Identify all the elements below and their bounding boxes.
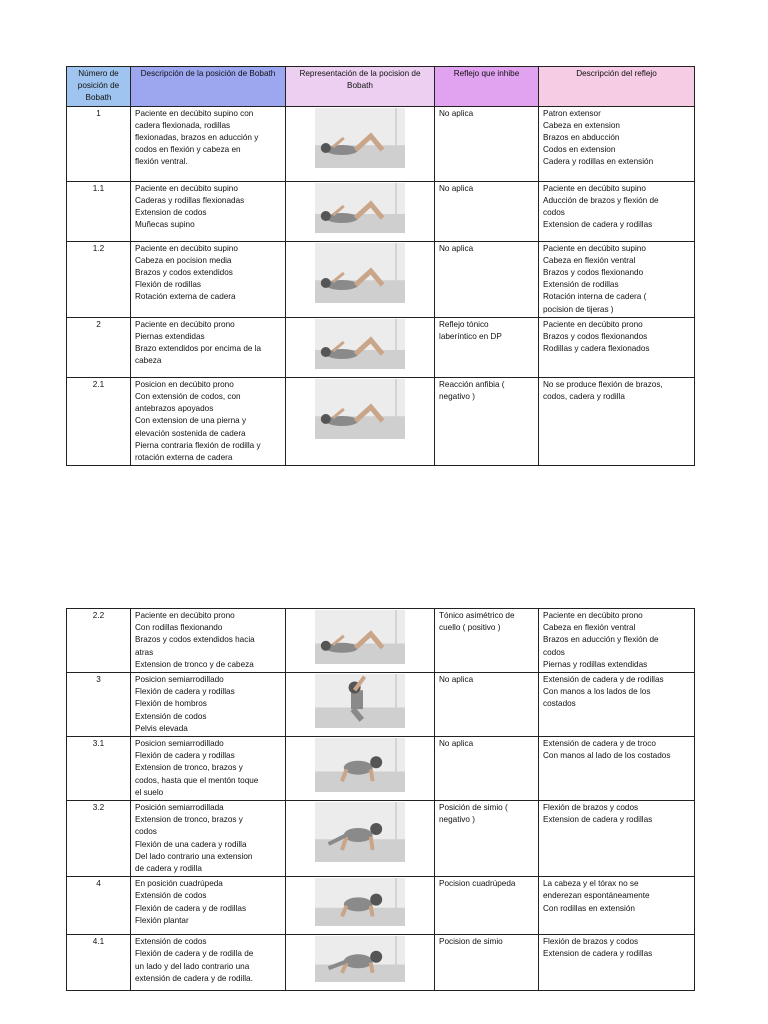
position-description bbox=[131, 935, 286, 991]
position-description-line: el suelo bbox=[135, 787, 164, 797]
reflex-description bbox=[539, 673, 695, 737]
reflex-description-line: codos, cadera y rodilla bbox=[543, 392, 625, 402]
table-row bbox=[67, 801, 695, 877]
position-description-line: Brazos y codos extendidos hacia bbox=[135, 635, 255, 645]
position-description-line: Flexión de cadera y de rodilla de bbox=[135, 949, 254, 959]
position-description-line: Pelvis elevada bbox=[135, 723, 188, 733]
position-description-line: Piernas extendidas bbox=[135, 332, 205, 342]
table-row bbox=[67, 377, 695, 465]
inhibited-reflex bbox=[435, 737, 539, 801]
reflex-description bbox=[539, 737, 695, 801]
reflex-description-line: Paciente en decúbito prono bbox=[543, 319, 643, 329]
position-description bbox=[131, 673, 286, 737]
reflex-description-line: Con manos al lado de los costados bbox=[543, 751, 671, 761]
reflex-description-line: La cabeza y el tórax no se bbox=[543, 879, 639, 889]
position-description-line: Posición semiarrodillada bbox=[135, 803, 224, 813]
inhibited-reflex bbox=[435, 801, 539, 877]
position-description-line: cadera flexionada, rodillas bbox=[135, 120, 231, 130]
prone-arms-overhead-figure bbox=[286, 317, 435, 377]
inhibited-reflex bbox=[435, 877, 539, 935]
inhibited-reflex-line: negativo ) bbox=[439, 392, 475, 402]
position-description-line: Caderas y rodillas flexionadas bbox=[135, 195, 245, 205]
position-description-line: cabeza bbox=[135, 356, 162, 366]
table-row bbox=[67, 609, 695, 673]
position-description-line: atras bbox=[135, 647, 154, 657]
position-description-line: Flexión de hombros bbox=[135, 699, 207, 709]
inhibited-reflex bbox=[435, 317, 539, 377]
position-description-line: Paciente en decúbito supino bbox=[135, 243, 238, 253]
position-description-line: Flexión de rodillas bbox=[135, 280, 201, 290]
position-description-line: Paciente en decúbito supino bbox=[135, 183, 238, 193]
reflex-description bbox=[539, 801, 695, 877]
position-number: 3 bbox=[67, 673, 131, 737]
reflex-description-line: Con rodillas en extensión bbox=[543, 903, 635, 913]
position-description-line: extensión de cadera y de rodilla. bbox=[135, 973, 253, 983]
position-description bbox=[131, 609, 286, 673]
position-description-line: Extension de codos bbox=[135, 208, 207, 218]
header-position-description: Descripción de la posición de Bobath bbox=[131, 67, 286, 107]
position-number: 2.2 bbox=[67, 609, 131, 673]
reflex-description-line: Rodillas y cadera flexionados bbox=[543, 344, 650, 354]
position-description-line: Extensión de codos bbox=[135, 711, 207, 721]
position-description bbox=[131, 106, 286, 181]
inhibited-reflex-line: No aplica bbox=[439, 739, 474, 749]
reflex-description-line: Con manos a los lados de los bbox=[543, 687, 651, 697]
position-description-line: flexión ventral. bbox=[135, 157, 188, 167]
supine-knees-to-chest-figure bbox=[286, 106, 435, 181]
position-number: 4.1 bbox=[67, 935, 131, 991]
position-description-line: de cadera y rodilla bbox=[135, 864, 202, 874]
position-number: 1 bbox=[67, 106, 131, 181]
table-row bbox=[67, 106, 695, 181]
reflex-description-line: Extensión de cadera y de rodillas bbox=[543, 675, 664, 685]
position-description-line: Paciente en decúbito prono bbox=[135, 611, 235, 620]
position-description-line: Brazos y codos extendidos bbox=[135, 268, 233, 278]
position-description-line: un lado y del lado contrario una bbox=[135, 961, 250, 971]
position-description-line: En posición cuadrúpeda bbox=[135, 879, 223, 889]
inhibited-reflex-line: No aplica bbox=[439, 243, 474, 253]
inhibited-reflex-line: No aplica bbox=[439, 108, 474, 118]
bobath-table-2 bbox=[66, 608, 695, 991]
inhibited-reflex bbox=[435, 609, 539, 673]
table-row bbox=[67, 181, 695, 241]
position-description-line: flexionadas, brazos en aducción y bbox=[135, 133, 259, 143]
reflex-description-line: Flexión de brazos y codos bbox=[543, 937, 639, 947]
table-row bbox=[67, 877, 695, 935]
prone-knees-flexed-figure bbox=[286, 609, 435, 673]
position-description bbox=[131, 317, 286, 377]
quadruped-figure bbox=[286, 877, 435, 935]
position-description bbox=[131, 877, 286, 935]
position-description-line: Flexión de cadera y de rodillas bbox=[135, 903, 247, 913]
reflex-description-line: Aducción de brazos y flexión de bbox=[543, 195, 659, 205]
reflex-description bbox=[539, 609, 695, 673]
position-description-line: Flexión plantar bbox=[135, 915, 189, 925]
reflex-description-line: Extensión de rodillas bbox=[543, 280, 619, 290]
inhibited-reflex bbox=[435, 673, 539, 737]
position-description-line: Con extension de una pierna y bbox=[135, 416, 247, 426]
position-description-line: codos en flexión y cabeza en bbox=[135, 145, 241, 155]
position-description-line: Del lado contrario una extension bbox=[135, 851, 253, 861]
inhibited-reflex-line: negativo ) bbox=[439, 815, 475, 825]
reflex-description-line: Extensión de cadera y de troco bbox=[543, 739, 656, 749]
reflex-description-line: Extension de cadera y rodillas bbox=[543, 815, 653, 825]
position-description-line: elevación sostenida de cadera bbox=[135, 428, 246, 438]
reflex-description-line: Brazos en abducción bbox=[543, 133, 620, 143]
supine-hips-flexed-figure bbox=[286, 181, 435, 241]
reflex-description bbox=[539, 317, 695, 377]
position-description-line: Muñecas supino bbox=[135, 220, 195, 230]
position-description-line: Rotación externa de cadera bbox=[135, 292, 236, 302]
position-description-line: Posicion semiarrodillado bbox=[135, 739, 224, 749]
reflex-description bbox=[539, 241, 695, 317]
position-number: 1.2 bbox=[67, 241, 131, 317]
inhibited-reflex bbox=[435, 377, 539, 465]
inhibited-reflex bbox=[435, 935, 539, 991]
inhibited-reflex bbox=[435, 241, 539, 317]
reflex-description-line: Extension de cadera y rodillas bbox=[543, 949, 653, 959]
half-kneeling-leg-extended-figure bbox=[286, 801, 435, 877]
position-description-line: antebrazos apoyados bbox=[135, 404, 214, 414]
reflex-description-line: Piernas y rodillas extendidas bbox=[543, 659, 648, 669]
position-number: 3.2 bbox=[67, 801, 131, 877]
reflex-description bbox=[539, 877, 695, 935]
position-description-line: Brazo extendidos por encima de la bbox=[135, 344, 262, 354]
reflex-description-line: Codos en extension bbox=[543, 145, 616, 155]
position-description-line: Con rodillas flexionando bbox=[135, 623, 223, 633]
inhibited-reflex-line: No aplica bbox=[439, 183, 474, 193]
reflex-description-line: Cabeza en flexión ventral bbox=[543, 255, 636, 265]
position-description-line: rotación externa de cadera bbox=[135, 453, 233, 463]
reflex-description-line: Flexión de brazos y codos bbox=[543, 803, 639, 813]
inhibited-reflex-line: Reflejo tónico bbox=[439, 319, 489, 329]
position-description-line: Posicion semiarrodillado bbox=[135, 675, 224, 685]
position-description-line: Extension de tronco y de cabeza bbox=[135, 659, 254, 669]
reflex-description-line: Cadera y rodillas en extensión bbox=[543, 157, 654, 167]
position-description bbox=[131, 241, 286, 317]
reflex-description bbox=[539, 377, 695, 465]
reflex-description-line: enderezan espontáneamente bbox=[543, 891, 650, 901]
reflex-description bbox=[539, 935, 695, 991]
table-row bbox=[67, 241, 695, 317]
position-description bbox=[131, 181, 286, 241]
header-position-number: Número de posición de Bobath bbox=[67, 67, 131, 107]
inhibited-reflex-line: Pocision cuadrúpeda bbox=[439, 879, 516, 889]
reflex-description bbox=[539, 106, 695, 181]
position-description-line: Con extensión de codos, con bbox=[135, 392, 241, 402]
reflex-description-line: Brazos en aducción y flexión de bbox=[543, 635, 659, 645]
reflex-description-line: Patron extensor bbox=[543, 108, 601, 118]
reflex-description-line: Paciente en decúbito supino bbox=[543, 243, 646, 253]
position-description-line: Extension de tronco, brazos y bbox=[135, 763, 243, 773]
reflex-description-line: pocision de tijeras ) bbox=[543, 304, 614, 314]
table-row bbox=[67, 737, 695, 801]
header-reflex-description: Descripción del reflejo bbox=[539, 67, 695, 107]
prone-forearms-leg-raised-figure bbox=[286, 377, 435, 465]
position-description-line: Flexión de cadera y rodillas bbox=[135, 751, 235, 761]
position-description-line: Pierna contraria flexión de rodilla y bbox=[135, 440, 261, 450]
inhibited-reflex-line: Pocision de simio bbox=[439, 937, 503, 947]
reflex-description-line: Cabeza en flexión ventral bbox=[543, 623, 636, 633]
reflex-description-line: Paciente en decúbito supino bbox=[543, 183, 646, 193]
reflex-description bbox=[539, 181, 695, 241]
inhibited-reflex-line: Posición de simio ( bbox=[439, 803, 508, 813]
header-position-representation: Representación de la pocision de Bobath bbox=[286, 67, 435, 107]
reflex-description-line: Paciente en decúbito prono bbox=[543, 611, 643, 620]
position-description bbox=[131, 801, 286, 877]
position-number: 4 bbox=[67, 877, 131, 935]
reflex-description-line: Brazos y codos flexionando bbox=[543, 268, 644, 278]
inhibited-reflex bbox=[435, 106, 539, 181]
position-description-line: Posicion en decúbito prono bbox=[135, 379, 234, 389]
position-description-line: Cabeza en pocision media bbox=[135, 255, 232, 265]
position-description-line: Extensión de codos bbox=[135, 937, 207, 947]
header-inhibited-reflex: Reflejo que inhibe bbox=[435, 67, 539, 107]
inhibited-reflex-line: cuello ( positivo ) bbox=[439, 623, 501, 633]
kneeling-arms-up-figure bbox=[286, 673, 435, 737]
position-description-line: Paciente en decúbito prono bbox=[135, 319, 235, 329]
position-description bbox=[131, 737, 286, 801]
table-row bbox=[67, 935, 695, 991]
position-description-line: codos, hasta que el mentón toque bbox=[135, 775, 259, 785]
position-description bbox=[131, 377, 286, 465]
position-description-line: Flexión de una cadera y rodilla bbox=[135, 839, 247, 849]
quadruped-leg-extended-figure bbox=[286, 935, 435, 991]
kneeling-chin-floor-figure bbox=[286, 737, 435, 801]
inhibited-reflex-line: Reacción anfibia ( bbox=[439, 379, 505, 389]
inhibited-reflex bbox=[435, 181, 539, 241]
position-description-line: Extension de tronco, brazos y bbox=[135, 815, 243, 825]
reflex-description-line: codos bbox=[543, 647, 565, 657]
position-description-line: Extensión de codos bbox=[135, 891, 207, 901]
position-number: 3.1 bbox=[67, 737, 131, 801]
position-number: 2.1 bbox=[67, 377, 131, 465]
inhibited-reflex-line: laberíntico en DP bbox=[439, 332, 502, 342]
table-row bbox=[67, 317, 695, 377]
reflex-description-line: costados bbox=[543, 699, 576, 709]
position-number: 2 bbox=[67, 317, 131, 377]
inhibited-reflex-line: Tónico asimétrico de bbox=[439, 611, 515, 620]
reflex-description-line: Cabeza en extension bbox=[543, 120, 620, 130]
reflex-description-line: No se produce flexión de brazos, bbox=[543, 379, 663, 389]
reflex-description-line: codos bbox=[543, 208, 565, 218]
bobath-table-1 bbox=[66, 66, 695, 466]
reflex-description-line: Brazos y codos flexionandos bbox=[543, 332, 648, 342]
position-number: 1.1 bbox=[67, 181, 131, 241]
table-row bbox=[67, 673, 695, 737]
supine-external-rotation-figure bbox=[286, 241, 435, 317]
position-description-line: codos bbox=[135, 827, 157, 837]
position-description-line: Flexión de cadera y rodillas bbox=[135, 687, 235, 697]
reflex-description-line: Rotación interna de cadera ( bbox=[543, 292, 647, 302]
reflex-description-line: Extension de cadera y rodillas bbox=[543, 220, 653, 230]
inhibited-reflex-line: No aplica bbox=[439, 675, 474, 685]
position-description-line: Paciente en decúbito supino con bbox=[135, 108, 254, 118]
